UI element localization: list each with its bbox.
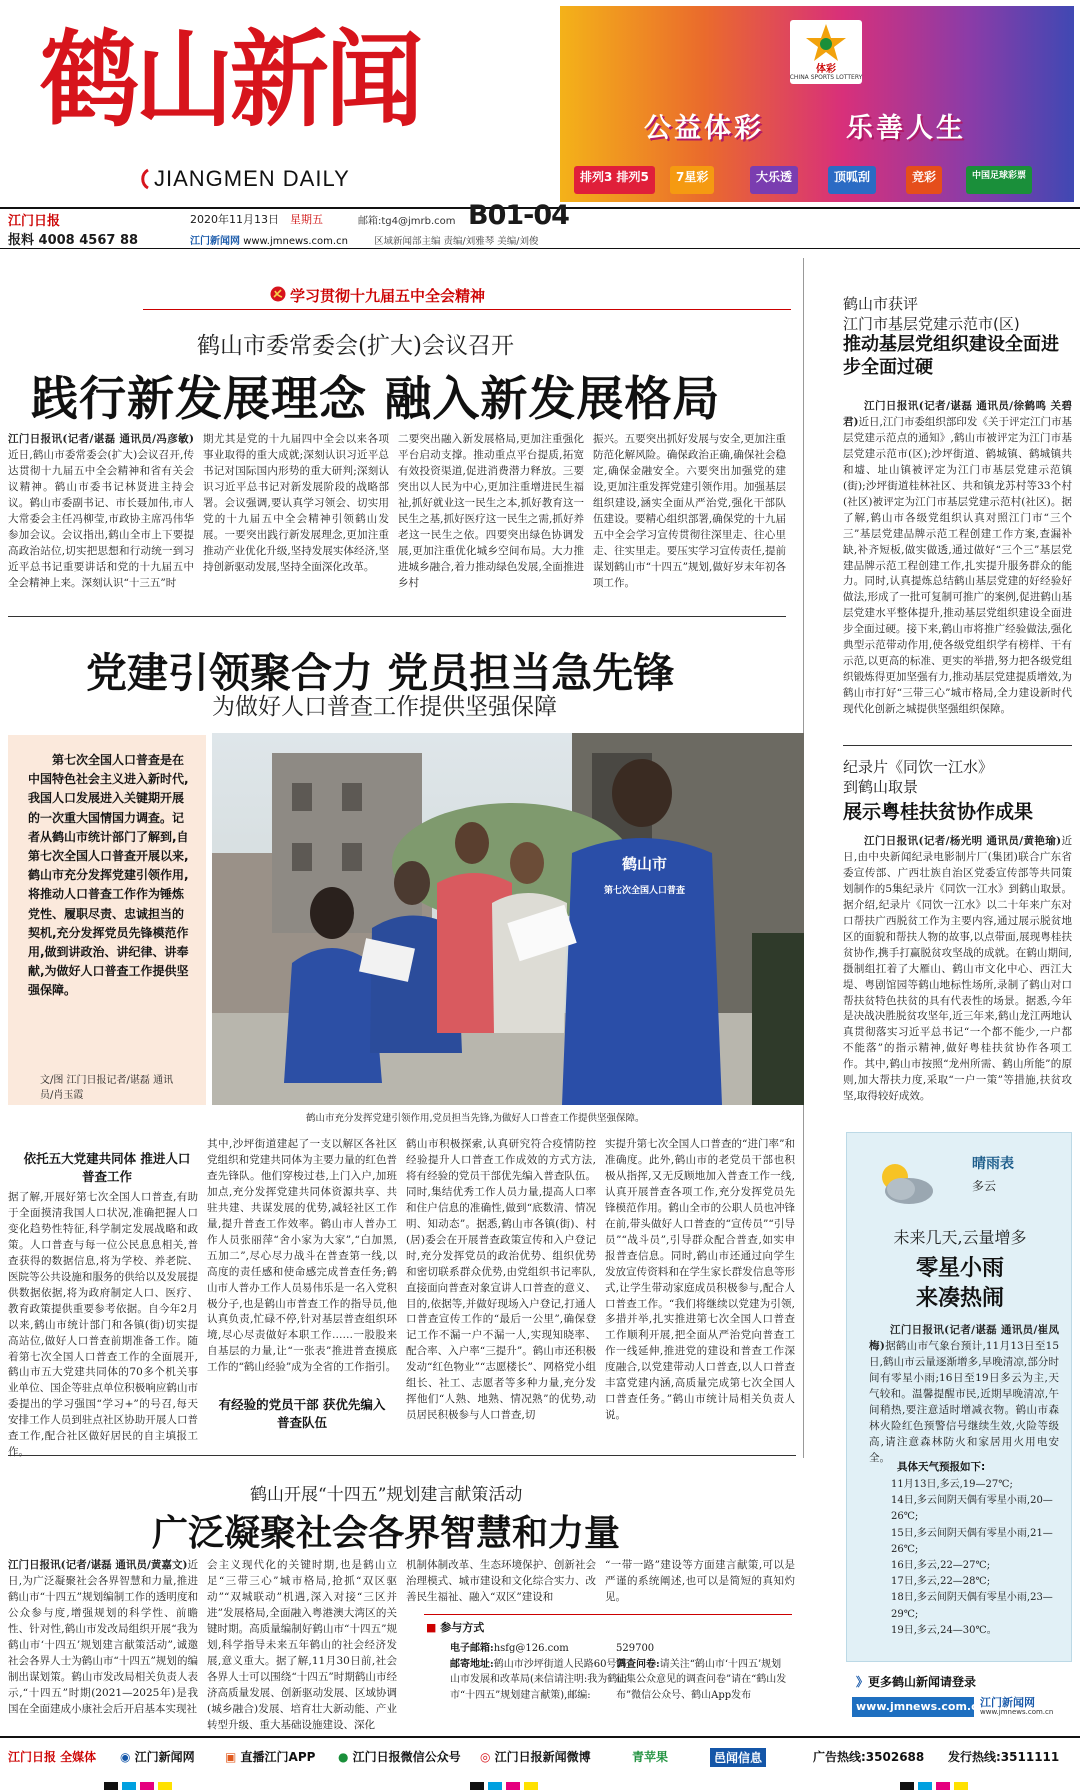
photo-vest-sub: 第七次全国人口普查 bbox=[604, 886, 686, 896]
footer-jmnews-label: 江门新闻网 bbox=[134, 1750, 195, 1764]
print-register-mark bbox=[918, 1782, 932, 1790]
forecast-list bbox=[891, 1477, 1061, 1639]
article2-col4: 实提升第七次全国人口普查的“进门率”和准确度。此外,鹤山市的老党员干部也积极从指挥,又无反顾地加入普查工作一线,认真开展普查各项工作,充分发挥党员先锋模范作用。鹤山全市的公职人员也冲锋在前,带头做好人口普查的“宣传员”“引导员”“战斗员”,引导群众配合普查,如实申报普查信息。同时,鹤山市还通过向学生发放宣传资料和在学生家长群发信息等形式,让学生带动家庭成员积极参与,配合人口普查工作。“我们将继续以党建为引领,多措并举,扎实推进第七次全国人口普查工作顺利开展,把全面从严治党向普查工作一线延伸,推进党的建设和普查工作深度融合,以党建带动人口普查,以人口普查丰富党建内涵,高质量完成第七次全国人口普查任务。”鹤山市统计局相关负责人说。 bbox=[605, 1138, 795, 1422]
article2-sub1: 依托五大党建共同体 推进人口普查工作 bbox=[23, 1151, 191, 1185]
print-register-mark bbox=[470, 1782, 484, 1790]
sidebar1-kicker1: 鹤山市获评 bbox=[843, 295, 919, 313]
sidebar2-headline: 展示粤桂扶贫协作成果 bbox=[843, 801, 1034, 823]
article3-headline: 广泛凝聚社会各界智慧和力量 bbox=[152, 1512, 621, 1554]
participation-title-text: 参与方式 bbox=[440, 1621, 485, 1634]
photo-caption: 鹤山市充分发挥党建引领作用,党员担当先锋,为做好人口普查工作提供坚强保障。 bbox=[306, 1113, 645, 1124]
census-photo bbox=[212, 733, 804, 1105]
masthead-subtitle: JIANGMEN DAILY bbox=[154, 166, 350, 191]
weather-box bbox=[846, 1132, 1072, 1662]
article1-col1-text: 近日,鹤山市委常委会(扩大)会议召开,传达贯彻十九届五中全会精神和省有关会议精神。鹤山市委书记林贤进主持会议。鹤山市委副书记、市长聂加伟,市人大常委会主任冯柳莹,市政协主席冯伟华参加会议。会议指出,鹤山全市上下要提高政治站位,切实把思想和行动统一到习近平总书记重要讲话和党的十九届五中全会精神上来。深刻认识“十三五”时 bbox=[8, 448, 194, 589]
weather-text: 据鹤山市气象台预计,11月13日至15日,鹤山市云量逐渐增多,早晚清凉,部分时间有零星小雨;16日至19日多云为主,天气较和。温馨提醒市民,近期早晚清凉,午间稍热,要注意适时增减衣物。鹤山市森林火险红色预警信号继续生效,火险等级高,请注意森林防火和家居用火用电安全。 bbox=[869, 1339, 1060, 1464]
promo-text: 》更多鹤山新闻请登录 bbox=[856, 1675, 977, 1689]
forecast-day: 19日,多云,24—30℃。 bbox=[891, 1624, 997, 1636]
article3-byline: 江门日报讯(记者/谌磊 通讯员/黄嘉文) bbox=[8, 1559, 188, 1571]
article2-lead-box bbox=[8, 735, 206, 1105]
sidebar2-kicker2: 到鹤山取景 bbox=[843, 778, 919, 796]
weather-headline2: 零星小雨 bbox=[915, 1255, 1004, 1281]
masthead-mark-icon bbox=[140, 168, 150, 190]
print-register-mark bbox=[104, 1782, 118, 1790]
article3-col4: “一带一路”建设等方面建言献策,可以是严谨的系统阐述,也可以是简短的真知灼见。 bbox=[605, 1559, 795, 1603]
editors: 区域新闻部主编 责编/刘雅琴 美编/刘俊 bbox=[374, 236, 539, 247]
header-rule-bottom bbox=[0, 248, 1080, 249]
lottery-star-icon bbox=[790, 20, 862, 64]
weather-body bbox=[869, 1323, 1060, 1464]
forecast-day: 18日,多云间阴天偶有零星小雨,23—29℃; bbox=[891, 1592, 1053, 1620]
site-name: 江门新闻网 bbox=[190, 236, 240, 247]
postcode: 529700 bbox=[616, 1643, 655, 1654]
ad-game-dgg: 顶呱刮 bbox=[828, 166, 876, 194]
sidebar2-byline: 江门日报讯(记者/杨光明 通讯员/黄艳瑜) bbox=[864, 835, 1062, 847]
participation-left bbox=[450, 1641, 630, 1703]
print-register-mark bbox=[488, 1782, 502, 1790]
article3-col2: 会主义现代化的关键时期,也是鹤山立足“三带三心”城市格局,抢抓“双区驱动”“双城联动”机遇,深入对接“三区并进”发展格局,全面融入粤港澳大湾区的关键时期。高质量编制好鹤山市“十四五”规划,科学指导未来五年鹤山的社会经济发展,意义重大。据了解,11月30日前,社会各界人士可以围绕“十四五”时期鹤山市经济高质量发展、创新驱动发展、区域协调(城乡融合)发展、培育壮大新动能、产业转型升级、重大基础设施建设、深化 bbox=[207, 1559, 397, 1731]
footer-yiwen[interactable]: 邑闻信息 bbox=[710, 1748, 766, 1767]
sidebar2-text: 近日,由中央新闻纪录电影制片厂(集团)联合广东省委宣传部、广西壮族自治区党委宣传部等共同策划制作的5集纪录片《同饮一江水》到鹤山取景。据介绍,纪录片《同饮一江水》以二十年来广东对口帮扶广西脱贫工作为主要内容,通过展示脱贫地区的面貌和帮扶人物的故事,以点带面,展现粤桂扶贫协作,携手打赢脱贫攻坚战的成就。在鹤山期间,摄制组扛着了大雁山、鹤山市文化中心、西江大堤、粤剧馆园等鹤山地标性场所,录制了鹤山对口帮扶贫特色扶贫的具有代表性的场景。据悉,今年是决战决胜脱贫攻坚年,近三年来,鹤山龙江两地认真贯彻落实习近平总书记“一个都不能少,一户都不能落”的指示精神,做好粤桂扶贫协作各项工作。其中,鹤山市按照“龙州所需、鹤山所能”的原则,加大帮扶力度,采取“一户一策”等措施,扶贫攻坚,取得较好成效。 bbox=[843, 835, 1073, 1103]
article2-lead: 第七次全国人口普查是在中国特色社会主义进入新时代,我国人口发展进入关键期开展的一次重大国情国力调查。记者从鹤山市统计部门了解到,自第七次全国人口普查开展以来,鹤山市充分发挥党建引领作用,将推动人口普查工作作为锤炼党性、履职尽责、忠诚担当的契机,充分发挥党员先锋模范作用,做到讲政治、讲纪律、讲奉献,为做好人口普查工作提供坚强保障。 bbox=[28, 753, 189, 998]
article2-col3: 鹤山市积极探索,认真研究符合疫情防控经验提升人口普查工作成效的方式方法,将有经验的党员干部优先编入普查队伍。同时,集结优秀工作人员力量,提高人口率和住户信息的准确性,做到“底数清、情况明、知动态”。据悉,鹤山市各镇(街)、村(居)委会在开展普查政策宣传和入户登记时,充分发挥党员的政治优势、组织优势和密切联系群众优势,由党组织书记率队,直接面向普查对象宣讲人口普查的意义、目的,依据等,并做好现场入户登记,打通人口普查宣传工作的“最后一公里”,确保登记工作不漏一户不漏一人,实现知晓率、配合率、入户率“三提升”。鹤山市还积极发动“红色物业”“志愿楼长”、网格党小组组长、社工、志愿者等多种力量,充分发挥他们“人熟、地熟、情况熟”的优势,动员居民积极参与人口普查,切 bbox=[406, 1138, 596, 1422]
print-register-mark bbox=[506, 1782, 520, 1790]
participation-right bbox=[616, 1641, 788, 1703]
lottery-ad[interactable] bbox=[560, 6, 1074, 202]
forecast-day: 17日,多云,22—28℃; bbox=[891, 1576, 991, 1588]
issue-date: 2020年11月13日 bbox=[190, 213, 279, 226]
hotline-number: 4008 4567 88 bbox=[38, 233, 139, 248]
weather-headline1: 未来几天,云量增多 bbox=[893, 1228, 1027, 1247]
ad-slogan-1: 公益体彩 bbox=[644, 113, 764, 144]
article2-subheadline: 为做好人口普查工作提供坚强保障 bbox=[212, 694, 557, 720]
article3-col3: 机制体制改革、生态环境保护、创新社会治理模式、城市建设和文化综合实力、改善民生福祉、融入“双区”建设和 bbox=[406, 1559, 596, 1603]
footer-qingpingguo[interactable]: 青苹果 bbox=[632, 1750, 669, 1764]
article1-headline: 践行新发展理念 融入新发展格局 bbox=[31, 372, 721, 427]
photo-vest-text: 鹤山市 bbox=[622, 855, 668, 873]
promo-text-label: 更多鹤山新闻请登录 bbox=[868, 1675, 977, 1689]
print-register-mark bbox=[936, 1782, 950, 1790]
hotline bbox=[8, 229, 138, 248]
lottery-name: 体彩 bbox=[816, 64, 836, 75]
print-register-mark bbox=[900, 1782, 914, 1790]
survey-value: 请关注“鹤山市‘十四五’规划征集公众意见的调查问卷”请在“鹤山发布”微信公众号、鹤山App发布 bbox=[616, 1658, 787, 1701]
ad-game-pl35: 排列3 排列5 bbox=[574, 166, 655, 194]
hotline-label: 报料 bbox=[8, 233, 35, 248]
partly-cloudy-icon bbox=[873, 1159, 937, 1213]
footer-distribution-hotline: 发行热线:3511111 bbox=[948, 1750, 1060, 1764]
ad-game-7xc: 7星彩 bbox=[670, 166, 714, 194]
footer-jmnews[interactable]: ◉ 江门新闻网 bbox=[120, 1750, 195, 1764]
forecast-day: 14日,多云间阴天偶有零星小雨,20—26℃; bbox=[891, 1495, 1053, 1523]
email-label: 电子邮箱: bbox=[450, 1643, 494, 1654]
ad-game-zc: 中国足球彩票 bbox=[966, 166, 1032, 194]
article2-col1: 据了解,开展好第七次全国人口普查,有助于全面摸清我国人口状况,准确把握人口变化趋势性特征,科学制定发展战略和政策。人口普查与每一位公民息息相关,普查获得的数据信息,将为学校、养老院、医院等公共设施和服务的供给以及发展提供数据依据,将为政府制定人口、医疗、教育政策提供重要参考依据。自今年2月以来,鹤山市统计部门和各镇(街)切实提高站位,做好人口普查前期准备工作。随着第七次全国人口普查工作的全面展开,鹤山市五大党建共同体的70多个机关事业单位、国企等驻点单位积极响应鹤山市委提出的学习强国“学习+”的号召,每天安排工作人员到驻点社区协助开展人口普查工作,配合社区做好居民的自主填报工作。 bbox=[8, 1191, 198, 1459]
ad-game-dlt: 大乐透 bbox=[750, 166, 798, 194]
email: 邮箱:tg4@jmrb.com bbox=[358, 216, 456, 227]
weather-label: 晴雨表 bbox=[972, 1156, 1014, 1172]
section-rule bbox=[143, 309, 791, 310]
article1-rule bbox=[8, 616, 786, 617]
article3-col1 bbox=[8, 1558, 198, 1736]
sidebar1-headline: 推动基层党组织建设全面进步全面过硬 bbox=[843, 334, 1059, 379]
sidebar2-kicker1: 纪录片《同饮一江水》 bbox=[843, 758, 994, 776]
footer-brand: 江门日报 全媒体 bbox=[8, 1750, 97, 1764]
weather-byline: 江门日报讯(记者/谌磊 通讯员/崔凤梅) bbox=[869, 1324, 1059, 1352]
footer-weibo-label: 江门日报新闻微博 bbox=[494, 1750, 591, 1764]
footer-wechat-label: 江门日报微信公众号 bbox=[352, 1750, 461, 1764]
article1-col3: 二要突出融入新发展格局,更加注重强化平台启动支撑。推动重点平台提质,拓宽有效投资渠道,促进消费潜力释放。三要突出以人民为中心,更加注重增进民生福祉,抓好就业这一民生之本,抓好教育这一民生之基,抓好医疗这一民生之需,抓好养老这一民生之依。四要突出绿色协调发展,更加注重优化城乡空间布局。大力推进城乡融合,着力推动绿色发展,全面推进乡村 bbox=[398, 433, 584, 589]
print-register-mark bbox=[122, 1782, 136, 1790]
sidebar1-text: 近日,江门市委组织部印发《关于评定江门市基层党建示范点的通知》,鹤山市被评定为江门市基层党建示范市(区);沙坪街道、鹤城镇、鹤城镇共和墟、址山镇被评定为江门市基层党建示范镇(街);沙坪街道桂林社区、共和镇龙苏村等33个村(社区)被评定为江门市基层党建示范村(社区)。据了解,鹤山市各级党组织认真对照江门市“三个三”基层党建品牌示范工程创建工作方案,查漏补缺,补齐短板,做实做透,通过做好“三个三”基层党建品牌示范工程创建工作,扎实提升服务群众的能力。同时,认真提炼总结鹤山基层党建的好经验好做法,形成了一批可复制可推广的案例,促进鹤山基层党建水平整体提升,推动基层党组织建设全面进步全面过硬。接下来,鹤山市将推广经验做法,强化典型示范带动作用,使各级党组织学有榜样、干有示范,以更高的标准、更实的举措,努力把各级党组织锻炼得更加坚强有力,推动基层党建提质增效,为鹤山市打好“三带三心”城市格局,全力建设新时代现代化创新之城提供坚强组织保障。 bbox=[843, 415, 1073, 716]
email-value[interactable]: hsfg@126.com bbox=[493, 1643, 569, 1654]
section-header: 学习贯彻十九届五中全会精神 bbox=[290, 287, 486, 305]
promo-logo: 江门新闻网 bbox=[980, 1696, 1035, 1709]
footer-ad-hotline: 广告热线:3502688 bbox=[813, 1750, 925, 1764]
article1-byline: 江门日报讯(记者/谌磊 通讯员/冯彦敏) bbox=[8, 433, 194, 445]
article1-kicker: 鹤山市委常委会(扩大)会议召开 bbox=[197, 333, 514, 359]
paper-name: 江门日报 bbox=[8, 214, 61, 229]
sidebar1-kicker2: 江门市基层党建示范市(区) bbox=[843, 315, 1020, 333]
print-register-mark bbox=[158, 1782, 172, 1790]
page-number: B01-04 bbox=[468, 200, 569, 231]
ad-game-jc: 竞彩 bbox=[906, 166, 942, 194]
participation-box bbox=[424, 1614, 792, 1734]
sidebar-rule-1 bbox=[843, 745, 1072, 746]
article3-kicker: 鹤山开展“十四五”规划建言献策活动 bbox=[250, 1485, 523, 1505]
sidebar1-body bbox=[843, 399, 1072, 726]
sidebar1-byline: 江门日报讯(记者/谌磊 通讯员/徐鹤鸣 关碧君) bbox=[843, 400, 1072, 428]
forecast-day: 11月13日,多云,19—27℃; bbox=[891, 1479, 1013, 1490]
print-register-mark bbox=[954, 1782, 968, 1790]
weather-condition: 多云 bbox=[972, 1179, 997, 1193]
survey-label: 调查问卷: bbox=[616, 1658, 660, 1670]
article1-col4: 振兴。五要突出抓好发展与安全,更加注重防范化解风险。确保政治正确,确保社会稳定,确保金融安全。六要突出加强党的建设,更加注重发挥党建引领作用。加强基层组织建设,涵实全面从严治党,强化干部队伍建设。要精心组织部署,确保党的十九届五中全会学习宣传贯彻往深里走、往心里走、往实里走。要压实学习宣传责任,提前谋划鹤山市“十四五”规划,做好岁末年初各项工作。 bbox=[593, 433, 786, 589]
sidebar2-body bbox=[843, 834, 1072, 1106]
lottery-logo bbox=[790, 20, 862, 84]
footer-weibo[interactable]: ◎ 江门日报新闻微博 bbox=[480, 1750, 591, 1764]
print-register-mark bbox=[140, 1782, 154, 1790]
promo-logo-url: www.jmnews.com.cn bbox=[980, 1708, 1054, 1716]
print-register-mark bbox=[524, 1782, 538, 1790]
promo-url[interactable]: www.jmnews.com.cn bbox=[852, 1697, 974, 1717]
party-emblem-icon bbox=[270, 286, 286, 306]
footer-rule bbox=[0, 1736, 1080, 1738]
issue-weekday: 星期五 bbox=[290, 213, 323, 226]
article2-headline: 党建引领聚合力 党员担当急先锋 bbox=[86, 649, 675, 697]
participation-title: ■ 参与方式 bbox=[426, 1621, 485, 1634]
ad-slogan-2: 乐善人生 bbox=[846, 113, 966, 144]
footer-wechat[interactable]: ● 江门日报微信公众号 bbox=[338, 1750, 461, 1764]
article3-col1-text: 近日,为广泛凝聚社会各界智慧和力量,推进鹤山市“十四五”规划编制工作的透明度和公众参与度,增强规划的科学性、前瞻性、针对性,鹤山市发改局组织开展“我为鹤山市‘十四五’规划建言献策活动”,诚邀社会各界人士为鹤山市“十四五”规划的编制出谋划策。鹤山市发改局相关负责人表示,“十四五”时期(2021—2025年)是我国在全面建成小康社会后开启基本实现社 bbox=[8, 1559, 199, 1715]
footer-live-app-label: 直播江门APP bbox=[240, 1750, 316, 1764]
forecast-day: 15日,多云间阴天偶有零星小雨,21—26℃; bbox=[891, 1527, 1053, 1555]
address-label: 邮寄地址: bbox=[450, 1658, 494, 1670]
article2-col2: 其中,沙坪街道建起了一支以解区各社区党组织和党建共同体为主要力量的红色普查先锋队。他们穿梭过巷,上门入户,加班加点,充分发挥党建共同体资源共享、共驻共建、共谋发展的优势,减轻社区工作量,提升普查工作效率。鹤山市人普办工作人员张丽萍“舍小家为大家”,“白加黑,五加二”,尽心尽力战斗在普查第一线,以高度的责任感和使命感完成普查任务;鹤山市人普办工作人员易伟乐是一名入党积极分子,也是鹤山市普查工作的指导员,他认真负责,忙碌不停,针对基层普查组织环境,尽心尽责做好本职工作……一股股来自基层的力量,让“一张表”推进普查摸底工作的“鹤山经验”成为全省的工作指引。 bbox=[207, 1138, 397, 1374]
site-url: www.jmnews.com.cn bbox=[243, 236, 348, 247]
article1-col1 bbox=[8, 432, 194, 608]
footer-live-app[interactable]: ▣ 直播江门APP bbox=[225, 1750, 316, 1764]
article2-col2-sub: 有经验的党员干部 获优先编入普查队伍 bbox=[218, 1397, 386, 1431]
address-value: 鹤山市沙坪街道人民路60号鹤山市发展和改革局(来信请注明:我为鹤山市“十四五”规划建言献策),邮编: bbox=[450, 1658, 628, 1701]
masthead-title: 鹤山新闻 bbox=[40, 18, 421, 141]
article1-col2: 期尤其是党的十九届四中全会以来各项事业取得的重大成就;深刻认识习近平总书记对国际国内形势的重大研判;深刻认识习近平总书记对新发展阶段的战略部署。会议强调,要认真学习领会、切实用党的十九届五中全会精神引领鹤山发展。一要突出践行新发展理念,更加注重推动产业优化升级,坚持发展实体经济,坚持创新驱动发展,坚持全面深化改革。 bbox=[203, 433, 389, 573]
article2-credit: 文/图 江门日报记者/谌磊 通讯员/肖玉霞 bbox=[40, 1075, 174, 1101]
forecast-day: 16日,多云,22—27℃; bbox=[891, 1559, 991, 1571]
article2-rule bbox=[8, 1455, 796, 1456]
site-link[interactable] bbox=[190, 232, 348, 247]
lottery-en: CHINA SPORTS LOTTERY bbox=[789, 74, 863, 81]
forecast-title: 具体天气预报如下: bbox=[897, 1461, 986, 1473]
weather-headline3: 来凑热闹 bbox=[915, 1285, 1004, 1311]
